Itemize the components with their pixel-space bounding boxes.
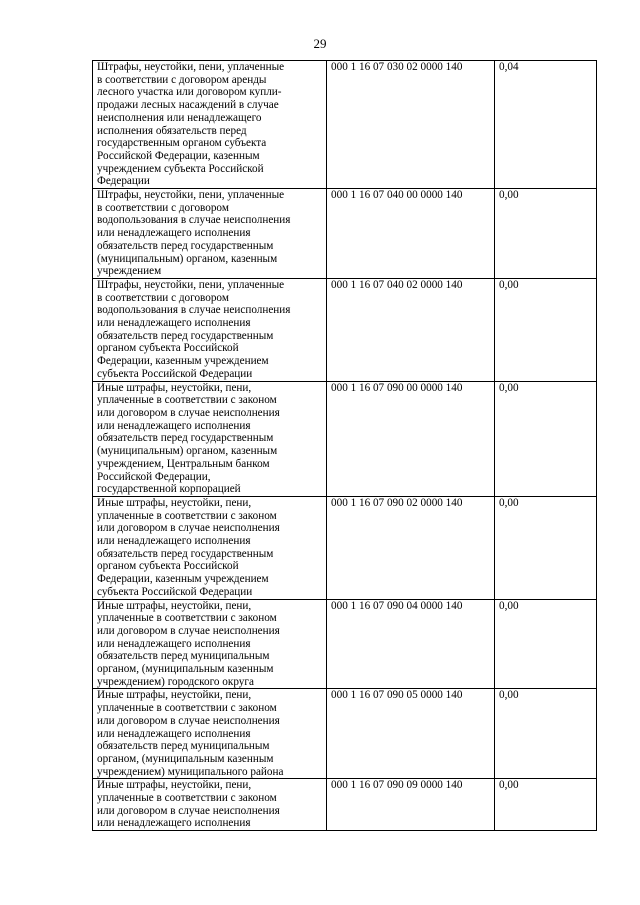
revenue-name-cell: Штрафы, неустойки, пени, уплаченные в соответствии с договором водопользования в случае неисполнения или ненадлежащего исполнения обязательств перед государственным органом субъекта Российской Федерации, казенным учреждением субъекта Российской Федерации — [93, 278, 327, 381]
amount-cell: 0,00 — [495, 779, 597, 831]
amount-cell: 0,00 — [495, 278, 597, 381]
budget-code-cell: 000 1 16 07 040 02 0000 140 — [327, 278, 495, 381]
amount-cell: 0,00 — [495, 599, 597, 689]
budget-code-cell: 000 1 16 07 090 05 0000 140 — [327, 689, 495, 779]
revenue-name-cell: Штрафы, неустойки, пени, уплаченные в соответствии с договором аренды лесного участка или договором купли- продажи лесных насаждений в случае неисполнения или ненадлежащего исполнения обязательств перед государственным органом субъекта Российской Федерации, казенным учреждением субъекта Российской Федерации — [93, 61, 327, 189]
table-row — [93, 496, 597, 599]
budget-code-cell: 000 1 16 07 030 02 0000 140 — [327, 61, 495, 189]
budget-code-cell: 000 1 16 07 090 00 0000 140 — [327, 381, 495, 496]
amount-cell: 0,00 — [495, 496, 597, 599]
table-row — [93, 61, 597, 189]
revenue-name-cell: Штрафы, неустойки, пени, уплаченные в соответствии с договором водопользования в случае неисполнения или ненадлежащего исполнения обязательств перед государственным (муниципальным) органом, казенным учреждением — [93, 189, 327, 279]
table-row — [93, 278, 597, 381]
revenue-name-cell: Иные штрафы, неустойки, пени, уплаченные в соответствии с законом или договором в случае неисполнения или ненадлежащего исполнения обязательств перед муниципальным органом, (муниципальным казенным учреждением) городского округа — [93, 599, 327, 689]
budget-code-cell: 000 1 16 07 040 00 0000 140 — [327, 189, 495, 279]
amount-cell: 0,00 — [495, 189, 597, 279]
table-row — [93, 599, 597, 689]
table-row — [93, 779, 597, 831]
revenue-table — [92, 60, 597, 831]
table-row — [93, 381, 597, 496]
budget-code-cell: 000 1 16 07 090 04 0000 140 — [327, 599, 495, 689]
table-row — [93, 689, 597, 779]
revenue-name-cell: Иные штрафы, неустойки, пени, уплаченные в соответствии с законом или договором в случае неисполнения или ненадлежащего исполнения — [93, 779, 327, 831]
page-number: 29 — [313, 36, 327, 51]
amount-cell: 0,00 — [495, 381, 597, 496]
revenue-name-cell: Иные штрафы, неустойки, пени, уплаченные в соответствии с законом или договором в случае неисполнения или ненадлежащего исполнения обязательств перед государственным (муниципальным) органом, казенным учреждением, Центральным банком Российской Федерации, государственной корпорацией — [93, 381, 327, 496]
amount-cell: 0,04 — [495, 61, 597, 189]
amount-cell: 0,00 — [495, 689, 597, 779]
budget-code-cell: 000 1 16 07 090 09 0000 140 — [327, 779, 495, 831]
budget-code-cell: 000 1 16 07 090 02 0000 140 — [327, 496, 495, 599]
revenue-name-cell: Иные штрафы, неустойки, пени, уплаченные в соответствии с законом или договором в случае неисполнения или ненадлежащего исполнения обязательств перед государственным органом субъекта Российской Федерации, казенным учреждением субъекта Российской Федерации — [93, 496, 327, 599]
table-row — [93, 189, 597, 279]
revenue-name-cell: Иные штрафы, неустойки, пени, уплаченные в соответствии с законом или договором в случае неисполнения или ненадлежащего исполнения обязательств перед муниципальным органом, (муниципальным казенным учреждением) муниципального района — [93, 689, 327, 779]
